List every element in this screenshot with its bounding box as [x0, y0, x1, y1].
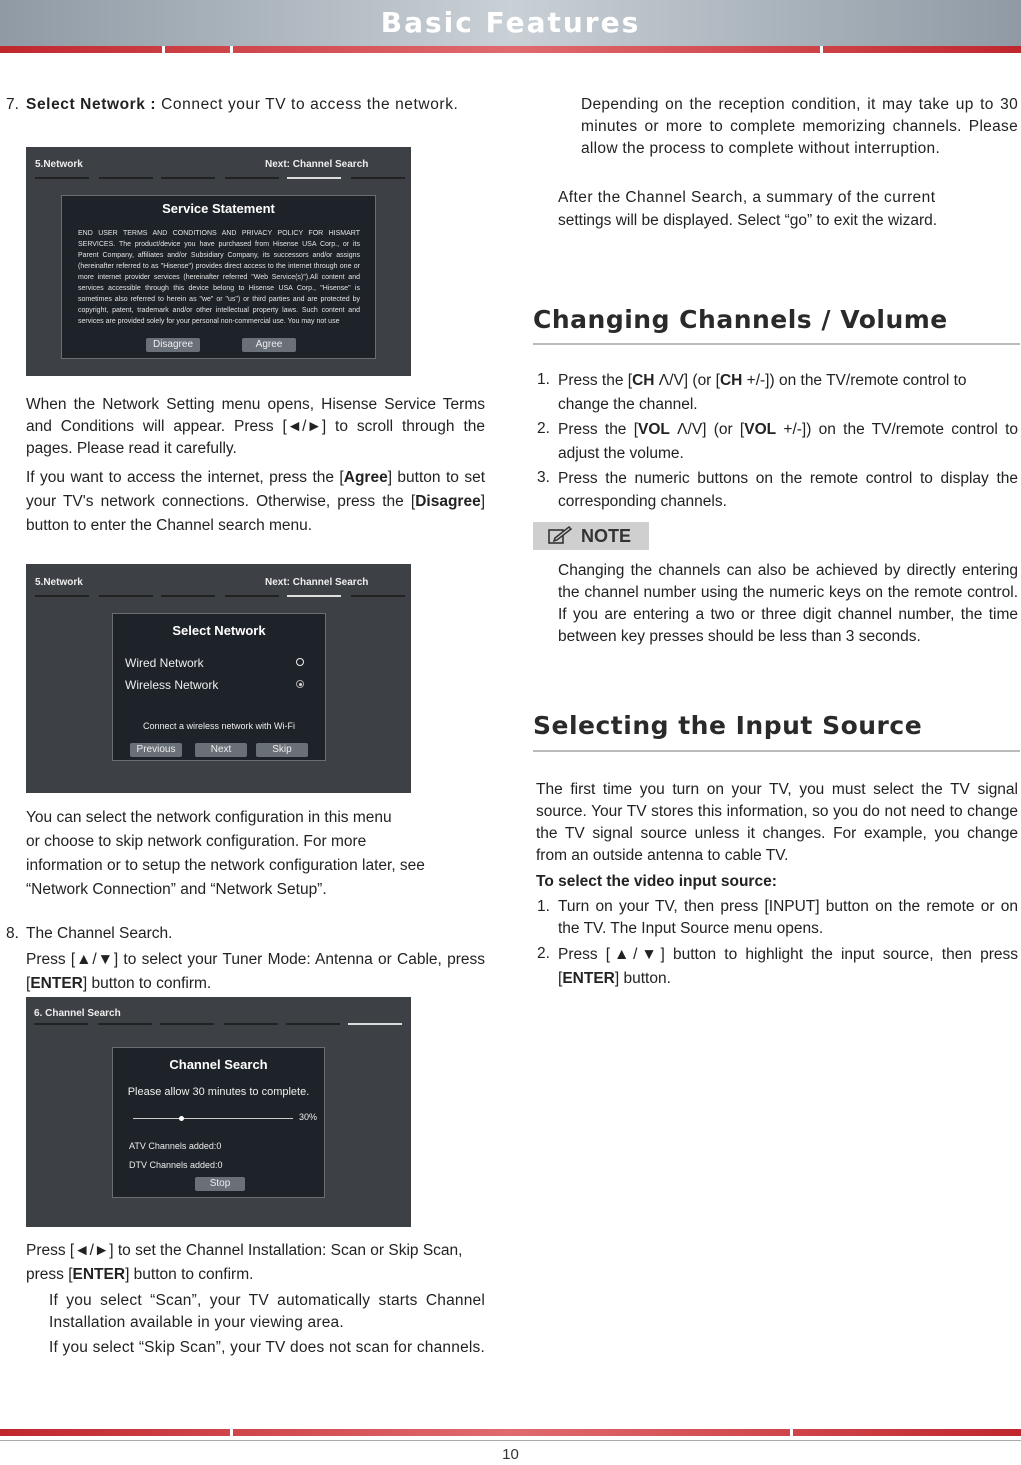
- item-part: ] button.: [614, 970, 671, 987]
- text-line: information or to setup the network configuration later, see: [26, 857, 425, 874]
- agree-para-part: If you want to access the internet, press the [: [26, 469, 344, 486]
- item-part: Press the [: [558, 421, 639, 438]
- vol-keyword: VOL: [638, 421, 670, 438]
- screen-progress-segments: [34, 1023, 404, 1025]
- note-text: Changing the channels can also be achieved by directly entering the channel number using the numeric keys on the remote control. If you are entering a two or three digit channel number, the time between key presses should be less than 3 seconds.: [558, 562, 1018, 645]
- dialog-title: Channel Search: [169, 1057, 268, 1072]
- step-8-title: The Channel Search.: [26, 925, 173, 942]
- atv-channels-count: ATV Channels added:0: [129, 1141, 222, 1151]
- page-number: 10: [502, 1446, 519, 1463]
- step-7-number: 7.: [6, 96, 19, 113]
- agree-para-part: ] button to set your TV's network connections. Otherwise, press the [: [26, 469, 485, 510]
- list-item-volume: [558, 418, 1018, 466]
- vol-keyword: VOL: [744, 421, 777, 438]
- item-part: Press the [: [558, 372, 633, 389]
- disagree-button[interactable]: Disagree: [146, 338, 200, 352]
- network-menu-paragraph: When the Network Setting menu opens, Hisense Service Terms and Conditions will appear. Press [◄/►] to scroll through the pages. Please read it carefully.: [26, 396, 485, 457]
- network-config-paragraph: [26, 806, 496, 902]
- list-number: 2.: [537, 945, 550, 962]
- terms-text: END USER TERMS AND CONDITIONS AND PRIVACY POLICY FOR HISMART SERVICES. The product/device you have purchased from Hisense USA Corp., or its Parent Company, affiliates and/or Subsidiary Company, its successors and/or assigns (hereinafter referred to as "Hisense") provides direct access to the internet through one or more internet provider services (hereinafter referred "Web Service(s)").All content and services accessible through this device belong to Hisense USA Corp., "Hisense" is sometimes also referred to herein as "we" or "us") or third parties and are protected by copyright, patent, trademark and/or other intellectual property laws. Such content and services are provided solely for your personal non-commercial use. You may not use: [78, 230, 360, 325]
- ch-keyword: CH: [719, 372, 743, 389]
- item-part: Λ/V] (or [: [669, 421, 745, 438]
- scan-paragraph: If you select “Scan”, your TV automatically starts Channel Installation available in your viewing area.: [49, 1292, 485, 1331]
- dialog-title: Select Network: [172, 623, 266, 638]
- search-progress-bar: [133, 1118, 293, 1119]
- skip-scan-paragraph: If you select “Skip Scan”, your TV does not scan for channels.: [49, 1339, 485, 1356]
- service-statement-dialog: [61, 195, 376, 359]
- enter-keyword: ENTER: [562, 970, 615, 987]
- screen-progress-segments: [35, 595, 405, 597]
- agree-paragraph: [26, 466, 485, 538]
- dtv-channels-count: DTV Channels added:0: [129, 1160, 223, 1170]
- note-label: NOTE: [581, 526, 632, 546]
- enter-keyword: ENTER: [72, 1266, 126, 1283]
- dialog-title: Service Statement: [162, 201, 275, 216]
- screen-next-label: Next: Channel Search: [265, 159, 369, 170]
- install-para-part: Press [◄/►] to set the Channel Installation: Scan or Skip Scan, press [: [26, 1242, 463, 1283]
- section-divider: [533, 750, 1020, 752]
- screen-step-label: 5.Network: [35, 159, 83, 170]
- summary-paragraph: [558, 186, 1020, 232]
- wired-network-option[interactable]: Wired Network: [125, 656, 204, 670]
- select-network-dialog: [112, 613, 326, 761]
- wired-radio-icon[interactable]: [296, 658, 304, 666]
- footer-line: [0, 1440, 1021, 1441]
- text-line: After the Channel Search, a summary of the current: [558, 189, 936, 206]
- wireless-network-option[interactable]: Wireless Network: [125, 678, 219, 692]
- skip-button[interactable]: Skip: [256, 743, 308, 757]
- input-source-paragraph: The first time you turn on your TV, you must select the TV signal source. Your TV stores this information, so you do not need to change the TV signal source unless it changes. For example, you change from an outside antenna to cable TV.: [536, 781, 1018, 864]
- input-source-heading: To select the video input source:: [536, 873, 777, 890]
- section-title-input-source: Selecting the Input Source: [533, 711, 923, 740]
- wireless-radio-icon[interactable]: [296, 680, 304, 688]
- list-item-highlight: [558, 943, 1018, 991]
- agree-para-part: ] button to enter the Channel search menu.: [26, 493, 485, 534]
- ch-keyword: CH: [632, 372, 655, 389]
- reception-paragraph: Depending on the reception condition, it may take up to 30 minutes or more to complete memorizing channels. Please allow the process to complete without interruption.: [581, 96, 1018, 157]
- select-network-screen: [26, 564, 411, 793]
- stop-button[interactable]: Stop: [195, 1177, 245, 1191]
- search-message: Please allow 30 minutes to complete.: [127, 1086, 310, 1098]
- item-part: Λ/V] (or [: [654, 372, 720, 389]
- step-8-number: 8.: [6, 925, 19, 942]
- agree-button[interactable]: Agree: [242, 338, 296, 352]
- tuner-para-part: ] button to confirm.: [82, 975, 212, 992]
- tuner-para-part: Press [▲/▼] to select your Tuner Mode: Antenna or Cable, press [: [26, 951, 485, 992]
- text-line: “Network Connection” and “Network Setup”.: [26, 881, 327, 898]
- list-number: 1.: [537, 371, 550, 388]
- list-number: 2.: [537, 420, 550, 437]
- list-item-channel: [558, 369, 1018, 417]
- text-line: or choose to skip network configuration. For more: [26, 833, 367, 850]
- list-item-turn-on: Turn on your TV, then press [INPUT] button on the remote or on the TV. The Input Source menu opens.: [558, 898, 1018, 937]
- channel-search-screen: [26, 997, 411, 1227]
- screen-progress-segments: [35, 177, 405, 179]
- item-part: +/-]) on the TV/remote control to change the channel.: [558, 372, 967, 413]
- enter-keyword: ENTER: [30, 975, 83, 992]
- text-line: You can select the network configuration in this menu: [26, 809, 392, 826]
- note-pencil-icon: [547, 526, 573, 546]
- footer-red-bar: [0, 1429, 1021, 1436]
- section-title-changing-channels: Changing Channels / Volume: [533, 305, 948, 334]
- step-7-label: Select Network :: [26, 96, 157, 113]
- wifi-hint: Connect a wireless network with Wi-Fi: [142, 721, 296, 731]
- next-button[interactable]: Next: [195, 743, 247, 757]
- item-part: Press [▲/▼] button to highlight the input source, then press [: [558, 946, 1018, 987]
- page-title: Basic Features: [380, 6, 641, 39]
- disagree-keyword: Disagree: [415, 493, 481, 510]
- step-7-text: [26, 94, 485, 116]
- install-para-part: ] button to confirm.: [125, 1266, 254, 1283]
- previous-button[interactable]: Previous: [130, 743, 182, 757]
- channel-search-dialog: [112, 1047, 325, 1198]
- progress-knob: [179, 1116, 184, 1121]
- network-service-statement-screen: [26, 147, 411, 376]
- progress-percent: 30%: [299, 1112, 318, 1122]
- tuner-mode-paragraph: [26, 948, 485, 996]
- section-divider: [533, 343, 1020, 345]
- list-item-numeric: Press the numeric buttons on the remote control to display the corresponding channels.: [558, 470, 1018, 510]
- screen-step-label: 6. Channel Search: [34, 1008, 121, 1019]
- screen-next-label: Next: Channel Search: [265, 577, 369, 588]
- header-red-bar: [0, 46, 1021, 53]
- note-badge: [533, 522, 649, 550]
- page-header: [0, 0, 1021, 46]
- agree-keyword: Agree: [343, 469, 388, 486]
- step-7-rest: Connect your TV to access the network.: [156, 96, 459, 113]
- list-number: 1.: [537, 898, 550, 915]
- installation-paragraph: [26, 1239, 485, 1287]
- list-number: 3.: [537, 469, 550, 486]
- screen-step-label: 5.Network: [35, 577, 83, 588]
- text-line: settings will be displayed. Select “go” to exit the wizard.: [558, 212, 938, 229]
- item-part: +/-]) on the TV/remote control to adjust the volume.: [558, 421, 1019, 462]
